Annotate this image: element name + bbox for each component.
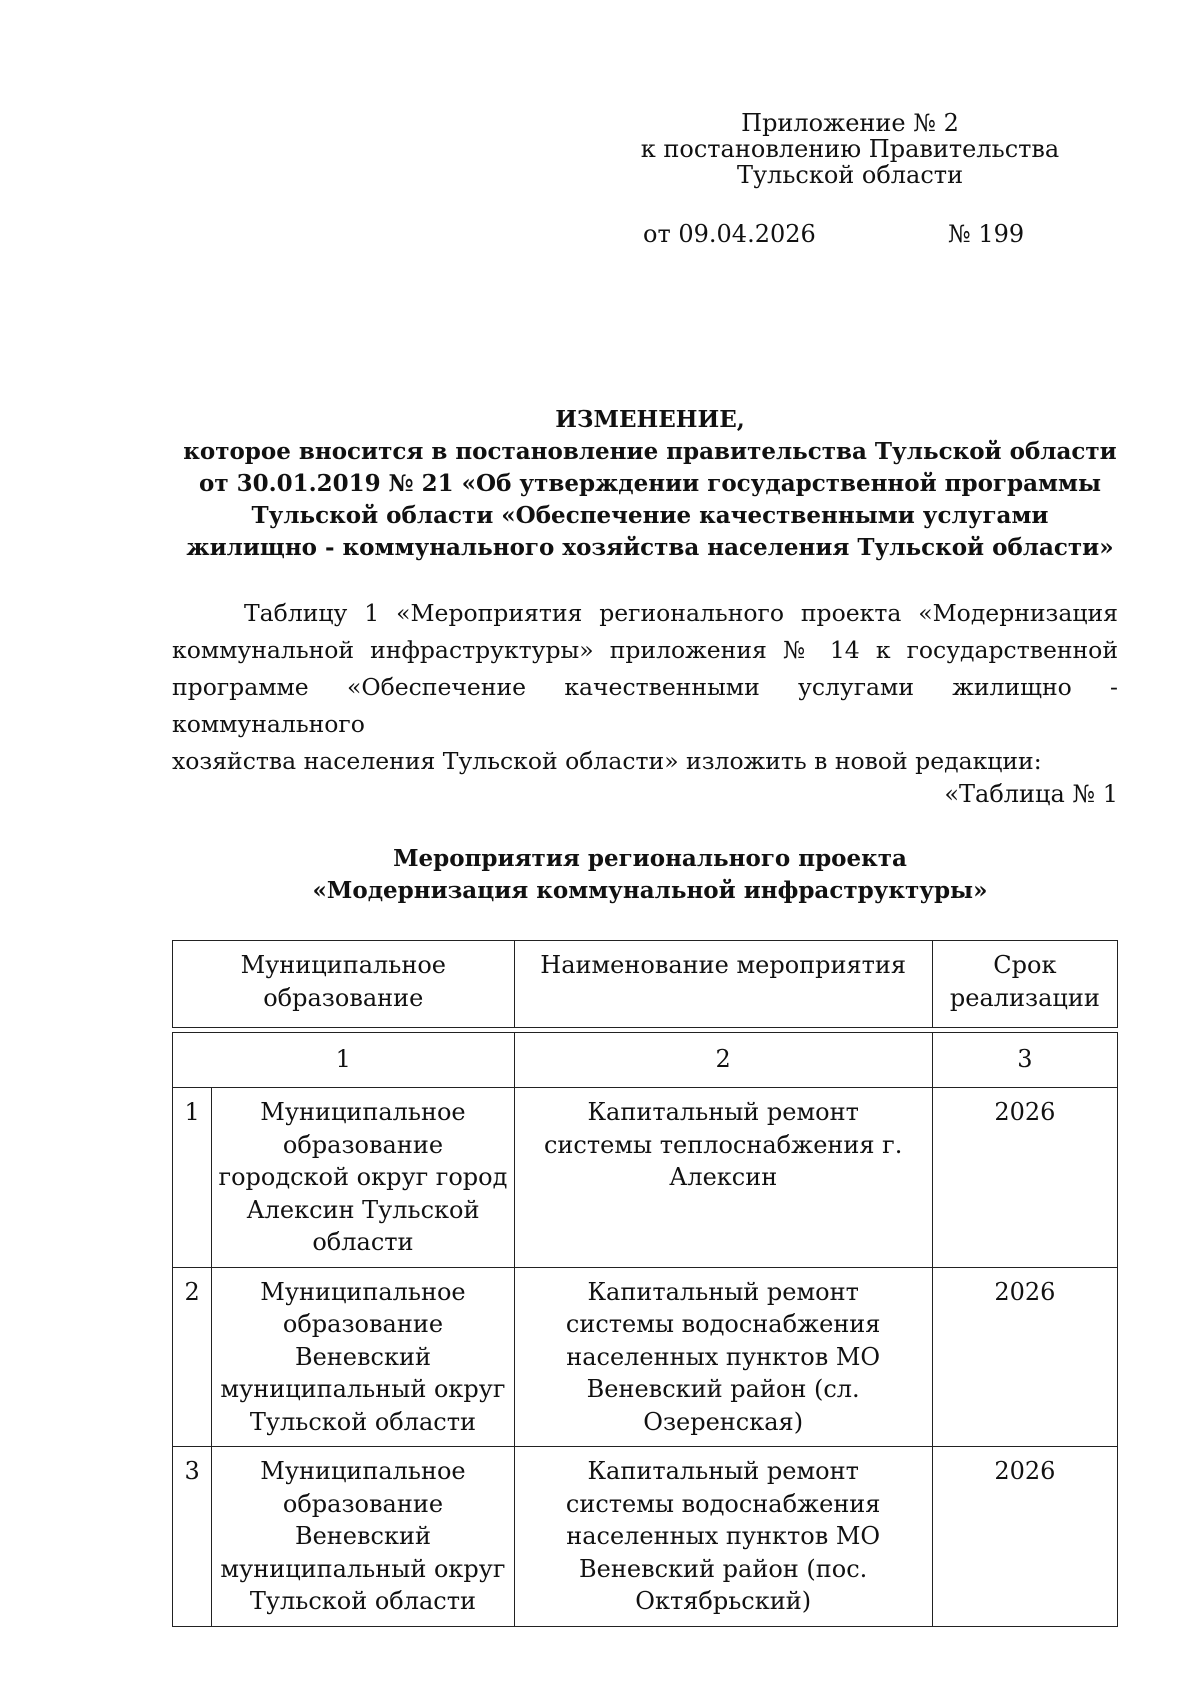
header-municipality: Муниципальное образование <box>173 941 515 1028</box>
appendix-line-1: Приложение № 2 <box>741 109 959 137</box>
table-row <box>173 1088 1118 1268</box>
column-number-1: 1 <box>173 1033 515 1088</box>
body-line-4: хозяйства населения Тульской области» изложить в новой редакции: <box>172 747 1042 775</box>
appendix-line-3: Тульской области <box>736 161 964 189</box>
title-line-2: которое вносится в постановление правительства Тульской области <box>183 438 1117 465</box>
row-municipality: Муниципальное образование Веневский муниципальный округ Тульской области <box>212 1267 514 1447</box>
row-term: 2026 <box>932 1088 1117 1268</box>
body-paragraph <box>172 595 1118 780</box>
row-measure: Капитальный ремонт системы водоснабжения населенных пунктов МО Веневский район (сл. Озеренская) <box>514 1267 932 1447</box>
table-title <box>160 843 1140 907</box>
title-line-3: от 30.01.2019 № 21 «Об утверждении государственной программы <box>198 470 1102 497</box>
table-title-line-2: «Модернизация коммунальной инфраструктуры» <box>312 877 988 904</box>
body-line-3: программе «Обеспечение качественными услугами жилищно - коммунального <box>172 673 1118 738</box>
title-line-1: ИЗМЕНЕНИЕ, <box>555 406 745 433</box>
header-measure: Наименование мероприятия <box>514 941 932 1028</box>
measures-table <box>172 940 1118 1627</box>
body-line-1: Таблицу 1 «Мероприятия регионального проекта «Модернизация <box>244 599 1118 627</box>
row-municipality: Муниципальное образование городской округ город Алексин Тульской области <box>212 1088 514 1268</box>
document-title <box>160 404 1140 564</box>
column-number-2: 2 <box>514 1033 932 1088</box>
row-measure: Капитальный ремонт системы теплоснабжения г. Алексин <box>514 1088 932 1268</box>
row-measure: Капитальный ремонт системы водоснабжения населенных пунктов МО Веневский район (пос. Октябрьский) <box>514 1447 932 1627</box>
table-title-line-1: Мероприятия регионального проекта <box>393 845 907 872</box>
row-index: 1 <box>173 1088 212 1268</box>
table-row <box>173 1267 1118 1447</box>
row-term: 2026 <box>932 1267 1117 1447</box>
appendix-line-2: к постановлению Правительства <box>640 135 1060 163</box>
row-municipality: Муниципальное образование Веневский муниципальный округ Тульской области <box>212 1447 514 1627</box>
body-line-2: коммунальной инфраструктуры» приложения № 14 к государственной <box>172 636 1118 664</box>
appendix-header <box>640 110 1060 188</box>
row-term: 2026 <box>932 1447 1117 1627</box>
title-line-5: жилищно - коммунального хозяйства населения Тульской области» <box>186 534 1114 561</box>
table-reference: «Таблица № 1 <box>944 780 1118 808</box>
table-header-row <box>173 941 1118 1028</box>
header-term: Срок реализации <box>932 941 1117 1028</box>
row-index: 2 <box>173 1267 212 1447</box>
row-index: 3 <box>173 1447 212 1627</box>
table-row <box>173 1447 1118 1627</box>
resolution-number: № 199 <box>948 220 1025 248</box>
resolution-date: от 09.04.2026 <box>643 220 816 248</box>
title-line-4: Тульской области «Обеспечение качественными услугами <box>251 502 1049 529</box>
table-column-numbers <box>173 1033 1118 1088</box>
column-number-3: 3 <box>932 1033 1117 1088</box>
